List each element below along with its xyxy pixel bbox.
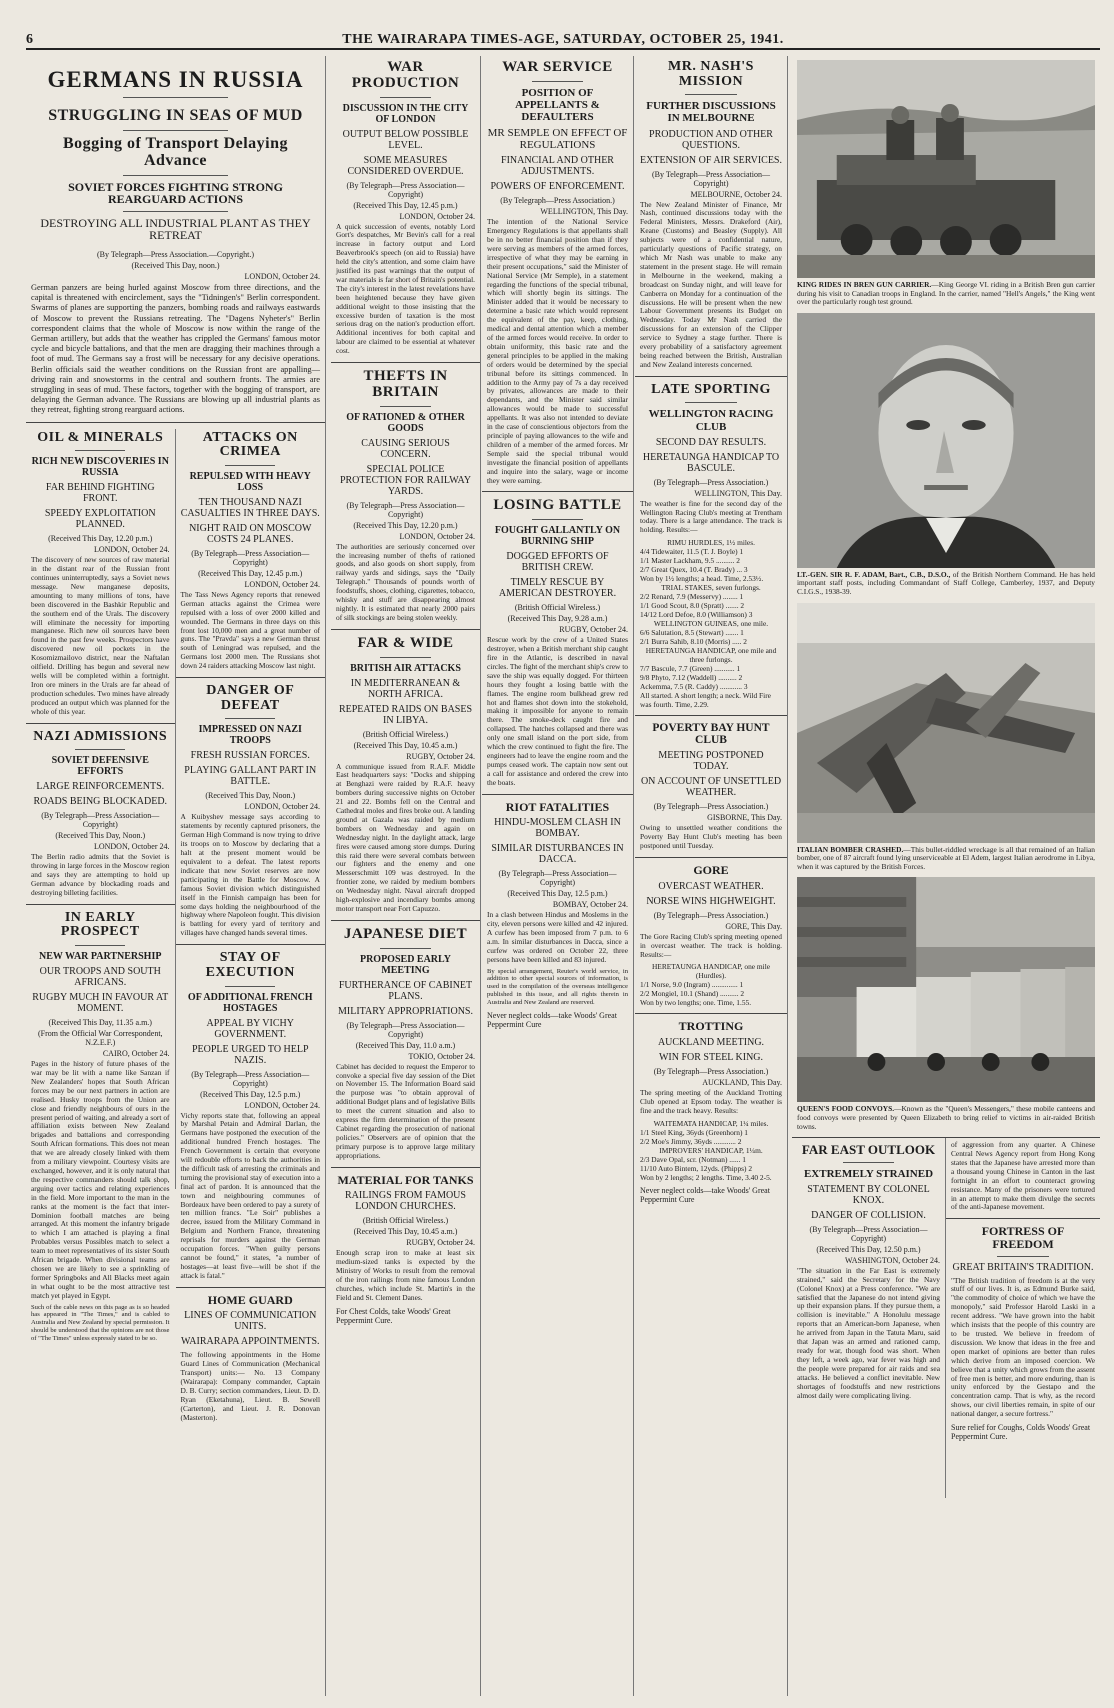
gore-sub2: NORSE WINS HIGHWEIGHT. bbox=[646, 895, 776, 907]
result-line: 2/2 Mongiel, 10.1 (Shand) .......... 2 bbox=[640, 989, 745, 999]
result-line: All started. A short length; a neck. Wild Fire was fourth. Time, 2.29. bbox=[640, 691, 771, 710]
prospect-received: (Received This Day, 11.35 a.m.) bbox=[48, 1018, 152, 1028]
execution-sub1: OF ADDITIONAL FRENCH HOSTAGES bbox=[187, 991, 313, 1014]
defeat-dateline: LONDON, October 24. bbox=[244, 802, 320, 812]
gore-credit: (By Telegraph—Press Association.) bbox=[653, 910, 769, 920]
result-line: 2/2 Renard, 7.9 (Messervy) ........ 1 bbox=[640, 592, 744, 602]
freedom-body: "The British tradition of freedom is at the very stuff of our lives. It is, as Edmund Burke said, "the commodity of choice of which we have the monopoly," said Professor Harold Laski in a recent address. "We have grown into the habit which insists that the people of this country are to be trusted. We believe in freedom of discussion. We know that ideas in the free and open market of opinions are better than rules which derive from an imposed coercion. We believe that a unity which grows from the assent of free men is better, and more enduring, than is unity enforced by the Gestapo and the concentration camp. That is why, as the record shows, our civil liberties remain, in spite of our national danger, a secure fortress." bbox=[951, 1275, 1095, 1419]
execution-credit: (By Telegraph—Press Association—Copyright) bbox=[191, 1069, 310, 1088]
warservice-sub1: POSITION OF APPELLANTS & DEFAULTERS bbox=[515, 86, 600, 123]
losing-received: (Received This Day, 9.28 a.m.) bbox=[507, 614, 608, 624]
result-line: 7/7 Bascule, 7.7 (Green) ........... 1 bbox=[640, 664, 741, 674]
japanese-dateline: TOKIO, October 24. bbox=[408, 1051, 475, 1061]
nash-sub3: EXTENSION OF AIR SERVICES. bbox=[640, 154, 782, 166]
result-line: WELLINGTON GUINEAS, one mile. bbox=[653, 619, 769, 629]
execution-received: (Received This Day, 12.5 p.m.) bbox=[200, 1089, 301, 1099]
thefts-sub3: SPECIAL POLICE PROTECTION FOR RAILWAY YARDS. bbox=[339, 463, 472, 497]
losing-dateline: RUGBY, October 24. bbox=[559, 625, 628, 635]
photo-king-caption-text: —King George VI. riding in a British Bren gun carrier during his visit to Canadian troops in England. In the carrier, named "Hell's Angels," the King went over the particularly rough test ground. bbox=[797, 280, 1095, 307]
trotting-headline: TROTTING bbox=[678, 1019, 744, 1034]
photo-adam-caption-text: of the British Northern Command. He has held important staff posts, including Commandant of Staff College, Camberley, 1937, and Deputy C.I.G.S., 1938-39. bbox=[797, 569, 1095, 596]
nash-body: The New Zealand Minister of Finance, Mr Nash, continued discussions today with the Federal Ministers, Messrs. Drakeford (Air), Keane (Customs) and Beasley (Supply). All subjects were of a confidential nature, particularly questions of Pacific strategy, on which Mr Nash was unable to make any statement in the present stage. He will remain in Melbourne in the weekend, making a broadcast on Sunday night, and will leave for Canberra on Monday for a continuation of the discussions. He will be present when the new Labour Government presents its Budget on Wednesday. Today Mr Nash carried the discussions for an extension of the Clipper service to Sydney a stage further. There is every probability of a satisfactory agreement being reached between the British, Australian and New Zealand interests concerned. bbox=[640, 199, 782, 369]
fareast-credit: (By Telegraph—Press Association—Copyright) bbox=[809, 1224, 928, 1243]
material-body: Enough scrap iron to make at least six medium-sized tanks is expected by the Ministry of Works to result from the removal of the iron railings from nine famous London churches, which include St. Martin's in the Field and St. Clement Danes. bbox=[336, 1248, 475, 1302]
nazi-headline: NAZI ADMISSIONS bbox=[33, 728, 168, 744]
gore-sub1: OVERCAST WEATHER. bbox=[658, 880, 764, 892]
warprod-dateline: LONDON, October 24. bbox=[399, 211, 475, 221]
losing-sub2: DOGGED EFFORTS OF BRITISH CREW. bbox=[506, 551, 609, 574]
defeat-received: (Received This Day, Noon.) bbox=[205, 791, 296, 801]
farwide-sub1: BRITISH AIR ATTACKS bbox=[350, 662, 461, 674]
homeguard-headline: HOME GUARD bbox=[207, 1292, 293, 1307]
sporting-sub2: SECOND DAY RESULTS. bbox=[655, 436, 767, 448]
trotting-credit: (By Telegraph—Press Association.) bbox=[653, 1067, 769, 1077]
warprod-received: (Received This Day, 12.45 p.m.) bbox=[353, 200, 458, 210]
freedom-headline: FORTRESS OF FREEDOM bbox=[981, 1224, 1065, 1251]
photo-king-bren-carrier bbox=[797, 60, 1095, 278]
material-ad: For Chest Colds, take Woods' Great Peppermint Cure. bbox=[336, 1306, 451, 1325]
warservice-credit: (By Telegraph—Press Association.) bbox=[500, 196, 615, 206]
fareast-body: "The situation in the Far East is extremely strained," said the Secretary for the Navy (Colonel Knox) at a Press conference. "We are satisfied that the Japanese do not intend giving up their expansion plans. If they pursue them, a collision is inevitable." A Honolulu message reports that an American-born Japanese, when he arrived from Japan in the Tatuta Maru, said that Japan was an armed and rationed camp, ready for war, though food was short. When they left, a week ago, war fever was high and the people were prepared for air raids and sea attacks. He believed a conflict inevitable. New shortages of foodstuffs and new restrictions almost daily were complicating living. bbox=[797, 1265, 940, 1400]
crimea-headline: ATTACKS ON CRIMEA bbox=[202, 429, 298, 460]
sporting-credit: (By Telegraph—Press Association.) bbox=[653, 477, 769, 487]
japanese-sub2: FURTHERANCE OF CABINET PLANS. bbox=[338, 979, 473, 1002]
crimea-sub2: TEN THOUSAND NAZI CASUALTIES IN THREE DAYS. bbox=[180, 496, 320, 519]
prospect-sub3: RUGBY MUCH IN FAVOUR AT MOMENT. bbox=[32, 992, 169, 1015]
riot-ad: Never neglect colds—take Woods' Great Peppermint Cure bbox=[487, 1010, 617, 1029]
result-line: Ackemma, 7.5 (R. Caddy) ............ 3 bbox=[640, 682, 748, 692]
nazi-sub2: LARGE REINFORCEMENTS. bbox=[36, 781, 165, 793]
germans-credit: (By Telegraph—Press Association.—Copyright.) bbox=[96, 249, 255, 259]
warprod-sub2: OUTPUT BELOW POSSIBLE LEVEL. bbox=[342, 128, 469, 151]
nash-dateline: MELBOURNE, October 24. bbox=[690, 189, 782, 199]
germans-sub2: Bogging of Transport Delaying Advance bbox=[62, 134, 289, 169]
nazi-dateline: LONDON, October 24. bbox=[93, 842, 170, 852]
result-line: 6/6 Salutation, 8.5 (Stewart) ....... 1 bbox=[640, 628, 744, 638]
column-oil-nazi bbox=[26, 429, 176, 1342]
poverty-headline: POVERTY BAY HUNT CLUB bbox=[652, 722, 770, 747]
result-line: 4/4 Tidewaiter, 11.5 (T. J. Boyle) 1 bbox=[640, 547, 744, 557]
thefts-dateline: LONDON, October 24. bbox=[399, 531, 475, 541]
freedom-sub1: GREAT BRITAIN'S TRADITION. bbox=[952, 1261, 1094, 1273]
trotting-results bbox=[640, 1119, 782, 1182]
result-line: 1/1 Master Lackham, 9.5 .......... 2 bbox=[640, 556, 740, 566]
japanese-headline: JAPANESE DIET bbox=[343, 925, 468, 942]
masthead bbox=[26, 26, 1100, 50]
result-line: Won by 1½ lengths; a head. Time, 2.53½. bbox=[640, 574, 764, 584]
warprod-credit: (By Telegraph—Press Association—Copyright) bbox=[346, 180, 465, 199]
result-line: IMPROVERS' HANDICAP, 1¼m. bbox=[659, 1145, 763, 1155]
farwide-received: (Received This Day, 10.45 a.m.) bbox=[353, 740, 458, 750]
oil-headline: OIL & MINERALS bbox=[37, 429, 164, 445]
prospect-credit: (From the Official War Correspondent, N.Z.E.F.) bbox=[37, 1029, 163, 1048]
sporting-dateline: WELLINGTON, This Day. bbox=[694, 488, 782, 498]
japanese-sub3: MILITARY APPROPRIATIONS. bbox=[338, 1005, 473, 1017]
material-received: (Received This Day, 10.45 a.m.) bbox=[353, 1227, 458, 1237]
defeat-sub2: FRESH RUSSIAN FORCES. bbox=[190, 750, 310, 762]
result-line: 1/1 Norse, 9.0 (Ingram) .............. 1 bbox=[640, 980, 744, 990]
material-dateline: RUGBY, October 24. bbox=[406, 1238, 475, 1248]
thefts-credit: (By Telegraph—Press Association—Copyright) bbox=[346, 500, 465, 519]
farwide-dateline: RUGBY, October 24. bbox=[406, 751, 475, 761]
sporting-sub3: HERETAUNGA HANDICAP TO BASCULE. bbox=[642, 451, 780, 474]
losing-credit: (British Official Wireless.) bbox=[514, 603, 601, 613]
photo-convoys-caption-title: QUEEN'S FOOD CONVOYS. bbox=[797, 1104, 895, 1114]
poverty-dateline: GISBORNE, This Day. bbox=[707, 813, 782, 823]
result-line: WAITEMATA HANDICAP, 1¼ miles. bbox=[653, 1118, 769, 1128]
defeat-body: A Kuibyshev message says according to statements by recently captured prisoners, the German High Command is now trying to drive its troops on to Moscow by declaring that a halt at the present moment would be equivalent to a defeat. The latest reports indicate that new Soviet reserves are now participating in the Battle for Moscow. A famous Soviet division which distinguished itself in the Finnish campaign has been for some days holding the neighbourhood of the highway where Napoleon fought. This division is battling for every yard of territory and villages have changed hands several times. bbox=[180, 812, 320, 938]
germans-headline: GERMANS IN RUSSIA bbox=[47, 67, 304, 92]
oil-sub1: RICH NEW DISCOVERIES IN RUSSIA bbox=[31, 456, 169, 479]
germans-sub4: DESTROYING ALL INDUSTRIAL PLANT AS THEY RETREAT bbox=[40, 215, 311, 243]
material-sub1: RAILINGS FROM FAMOUS LONDON CHURCHES. bbox=[345, 1190, 466, 1213]
column-war-production bbox=[331, 56, 481, 1696]
crimea-sub3: NIGHT RAID ON MOSCOW COSTS 24 PLANES. bbox=[189, 522, 312, 545]
riot-footnote: By special arrangement, Reuter's world service, in addition to other special sources of information, is used in the compilation of the overseas intelligence published in this issue, and all rights therein in Australia and New Zealand are reserved. bbox=[487, 967, 628, 1006]
germans-sub3: SOVIET FORCES FIGHTING STRONG REARGUARD ACTIONS bbox=[68, 179, 283, 207]
homeguard-sub2: WAIRARAPA APPOINTMENTS. bbox=[180, 1336, 320, 1348]
defeat-headline: DANGER OF DEFEAT bbox=[206, 683, 295, 713]
column-far-east bbox=[792, 1138, 946, 1498]
fareast-dateline: WASHINGTON, October 24. bbox=[845, 1255, 940, 1265]
losing-headline: LOSING BATTLE bbox=[493, 497, 622, 514]
homeguard-sub1: LINES OF COMMUNICATION UNITS. bbox=[184, 1310, 317, 1333]
crimea-dateline: LONDON, October 24. bbox=[244, 579, 320, 589]
result-line: 1/1 Good Scout, 8.0 (Spratt) ....... 2 bbox=[640, 601, 745, 611]
result-line: RIMU HURDLES, 1½ miles. bbox=[667, 538, 755, 548]
warservice-dateline: WELLINGTON, This Day. bbox=[540, 207, 628, 217]
warservice-sub4: POWERS OF ENFORCEMENT. bbox=[490, 181, 625, 193]
gore-headline: GORE bbox=[693, 863, 729, 878]
oil-sub2: FAR BEHIND FIGHTING FRONT. bbox=[45, 482, 155, 505]
column-crimea-defeat bbox=[176, 429, 326, 1422]
prospect-dateline: CAIRO, October 24. bbox=[102, 1049, 170, 1059]
japanese-received: (Received This Day, 11.0 a.m.) bbox=[355, 1040, 456, 1050]
nash-credit: (By Telegraph—Press Association—Copyright) bbox=[652, 169, 770, 188]
fareast-sub1: EXTREMELY STRAINED bbox=[803, 1167, 934, 1180]
warprod-body: A quick succession of events, notably Lord Gort's despatches, Mr Bevin's call for a real increase in factory output and Lord Beaverbrook's speech (on aid to Russia) have held the city's attention, and some claim have justified its past warnings that the output of war materials is far short of Britain's potential. The city's interest in the latest revelations have been heightened because they have given additional weight to those insisting that the excessive burden of taxation is the most serious drag on the nation's production effort. Additional incentives for both capital and labour are claimed to be essential at whatever cost. bbox=[336, 221, 475, 356]
fareast-sub2: STATEMENT BY COLONEL KNOX. bbox=[807, 1183, 930, 1206]
result-line: Won by two lengths; one. Time, 1.55. bbox=[640, 998, 752, 1008]
oil-body: The discovery of new sources of raw material in the distant rear of the Russian front continues uninterruptedly, says a Soviet news message. New manganese deposits, amounting to many millions of tons, have been discovered in the Bashkir Republic and the southern end of the Urals. The discovery will eliminate the necessity for importing manganese. Rich new oil sources have been found in the past few weeks. Prospectors have discovered new oil pockets in the Kosomizmailovo district, near the Naftalan oilfield. Drilling has begun and several new wells will be completed within a fortnight. Iron ore miners in the Urals are far ahead of production schedules. Two mines have already produced an output which was planned for the whole of this year. bbox=[31, 555, 170, 716]
thefts-body: The authorities are seriously concerned over the increasing number of thefts of rationed goods, and also goods on short supply, from railway yards and sidings, says the "Daily Telegraph." Thousands of pounds worth of foodstuffs, shoes, clothing, cigarettes, tobacco, whisky and stuff are disappearing almost nightly. It is estimated that nearly 2000 pairs of silk stockings are being stolen weekly. bbox=[336, 541, 475, 622]
fareast-continued: of aggression from any quarter. A Chinese Central News Agency report from Hong Kong states that the Japanese have arrested more than a thousand young Chinese in Canton in the last fortnight in an effort to counteract growing resistance. Many of the prisoners were tortured in an attempt to make them divulge the secrets of the anti-Japanese movement. bbox=[951, 1140, 1095, 1212]
result-line: 2/1 Burra Sahib, 8.10 (Morris) ..... 2 bbox=[640, 637, 747, 647]
warservice-body: The intention of the National Service Emergency Regulations is that appellants shall be in no better financial position than if they were serving as members of the armed forces, irrespective of what they may be earning in their present occupations," said the Minister of National Service (Mr Semple), in a statement regarding the functions of the special tribunal, which will shortly begin its sittings. The Minister added that it would be necessary to determine a basic rate which would represent the equivalent of the pay, keep, clothing, medical and dental attention which a member of the armed forces would receive. In order to obtain uniformity, this basic rate and the general principles to be applied in the making of orders would be determined by the special tribunal before its sittings commenced. In addition to the Army pay of 7s a day received by privates, allowances are made to their dependants, and the Minister said similar allowances would be made to successful appellants. It was also not intended to deviate in the case of conscientious objectors from the principle of paying allowances to the wife and children of a member of the armed forces. Mr Semple said the special tribunal would investigate the financial position of appellants and inquire into the salary, wage or income they were earning. bbox=[487, 217, 628, 485]
execution-sub2: APPEAL BY VICHY GOVERNMENT. bbox=[206, 1017, 294, 1040]
column-freedom bbox=[946, 1138, 1100, 1498]
poverty-sub1: MEETING POSTPONED TODAY. bbox=[658, 750, 764, 773]
photo-king-caption bbox=[797, 281, 1095, 307]
germans-body: German panzers are being hurled against Moscow from three directions, and the capital is threatened with encirclement, says the "Tidningen's" Berlin correspondent. Swarms of planes are supporting the panzers, bombing roads and railways eastwards of Moscow to prevent the Russians retreating. The "Dagens Nyheter's" Berlin correspondent claims that the whole of Moscow is now within the range of the German artillery, but adds that the weather has crippled the Germans' famous motor cycle and bicycle battalions, and that the men are dragging their machines through a foot of mud. The Germans say a frost will be necessary for any decisive operations. Berlin officials said the weather conditions on the Russian front are appalling—driving rain and snowstorms in the central and southern fronts. The armies are struggling in seas of mud. These factors, together with the bogging of transport, are delaying the German advance. The Russians are blowing up all industrial plants as they retreat, fighting strong rearguard actions. bbox=[31, 282, 320, 415]
nazi-credit: (By Telegraph—Press Association—Copyright) bbox=[41, 811, 160, 830]
prospect-footnote: Such of the cable news on this page as is so headed has appeared in "The Times," and is cabled to Australia and New Zealand by special permission. It should be understood that the opinions are not those of "The Times" unless expressly stated to be so. bbox=[31, 1303, 170, 1342]
prospect-sub2: OUR TROOPS AND SOUTH AFRICANS. bbox=[39, 966, 161, 989]
column-photos bbox=[792, 56, 1100, 1696]
nash-headline: MR. NASH'S MISSION bbox=[668, 59, 754, 89]
crimea-credit: (By Telegraph—Press Association—Copyright) bbox=[191, 548, 310, 567]
farwide-sub3: REPEATED RAIDS ON BASES IN LIBYA. bbox=[338, 703, 473, 726]
execution-dateline: LONDON, October 24. bbox=[244, 1100, 320, 1110]
result-line: 2/3 Dave Opal, scr. (Notman) ...... 1 bbox=[640, 1154, 746, 1164]
defeat-sub1: IMPRESSED ON NAZI TROOPS bbox=[198, 724, 302, 747]
losing-sub1: FOUGHT GALLANTLY ON BURNING SHIP bbox=[494, 525, 621, 548]
column-nash bbox=[635, 56, 788, 1696]
germans-sub1: STRUGGLING IN SEAS OF MUD bbox=[48, 107, 303, 125]
sporting-results bbox=[640, 538, 782, 709]
fareast-received: (Received This Day, 12.50 p.m.) bbox=[816, 1244, 921, 1254]
riot-sub1: HINDU-MOSLEM CLASH IN BOMBAY. bbox=[494, 817, 621, 840]
japanese-sub1: PROPOSED EARLY MEETING bbox=[359, 953, 452, 976]
warservice-sub2: MR SEMPLE ON EFFECT OF REGULATIONS bbox=[487, 127, 628, 152]
thefts-received: (Received This Day, 12.20 p.m.) bbox=[353, 520, 458, 530]
nazi-sub3: ROADS BEING BLOCKADED. bbox=[33, 796, 168, 808]
photo-king-caption-title: KING RIDES IN BREN GUN CARRIER. bbox=[797, 280, 932, 289]
japanese-body: Cabinet has decided to request the Emperor to convoke a special five day session of the Diet on November 15. The Information Board said the purpose was "to obtain approval of additional Budget plans and of legislative Bills to meet the current situation and also to express the firm determination of the present Cabinet regarding the prosecution of national policies." Observers are of opinion that the primary purpose is to approve large military appropriations. bbox=[336, 1061, 475, 1160]
germans-dateline: LONDON, October 24. bbox=[244, 271, 320, 281]
page-number: 6 bbox=[26, 32, 33, 47]
defeat-sub3: PLAYING GALLANT PART IN BATTLE. bbox=[184, 765, 317, 788]
result-line: Won by 2 lengths; 2 lengths. Time, 3.40 2-5. bbox=[640, 1172, 772, 1182]
losing-sub3: TIMELY RESCUE BY AMERICAN DESTROYER. bbox=[498, 577, 617, 600]
gore-results bbox=[640, 962, 782, 1007]
sporting-headline: LATE SPORTING bbox=[651, 381, 771, 397]
photo-bomber-caption bbox=[797, 846, 1095, 872]
execution-body: Vichy reports state that, following an appeal by Marshal Petain and Admiral Darlan, the Germans have postponed the execution of the additional hundred French hostages. The French Government is certain that everyone will redouble efforts to back the authorities in the difficult task of arresting the criminals and turning the provisional stay of execution into a final act of pardon. It is announced that the town and neighbouring communes of Bordeaux have been ordered to pay a surety of ten million francs. "Le Soir" publishes a decree, issued from the Military Command in Belgium and Northern France, threatening reprisals for murders against the German occupation forces. "When guilty persons cannot be found," it states, "a number of hostages—at least five—will be shot if the attack is fatal." bbox=[180, 1110, 320, 1280]
farwide-body: A communique issued from R.A.F. Middle East headquarters says: "Docks and shipping at Benghazi were raided by R.A.F. heavy bombers during successive nights on October 21 and 22. Bombs fell on the Central and Cathedral moles and fires broke out. A landing ground at Gazala was raided by medium bombers on Wednesday and again on Wednesday night. In the daylight attack, large fires were caused among store dumps. During this raid there were several combats between our fighters and the enemy and one Messerschmitt 109 was destroyed. In the frontier zone, we raided by medium bombers on Wednesday night. Naval aircraft dropped high-explosive and incendiary bombs among motor transport near Fort Capuzzo. bbox=[336, 761, 475, 913]
oil-received: (Received This Day, 12.20 p.m.) bbox=[48, 534, 153, 544]
crimea-sub1: REPULSED WITH HEAVY LOSS bbox=[189, 470, 311, 493]
thefts-sub1: OF RATIONED & OTHER GOODS bbox=[346, 411, 465, 434]
photo-bomber-caption-text: —This bullet-riddled wreckage is all that remained of an Italian bomber, one of 87 aircraft found lying unserviceable at El Adem, largest Italian aerodrome in Libya, when it was captured by the British Forces. bbox=[797, 844, 1095, 871]
poverty-sub2: ON ACCOUNT OF UNSETTLED WEATHER. bbox=[640, 776, 782, 799]
sporting-body: The weather is fine for the second day of the Wellington Racing Club's meeting at Trentham today. There is a large attendance. The track is holding. Results:— bbox=[640, 498, 782, 535]
riot-body: In a clash between Hindus and Moslems in the city, eleven persons were killed and 42 injured. A curfew has been imposed from 7 p.m. to 6 a.m. In similar disturbances in Dacca, since a curfew was ordered on October 22, three persons have been killed and 83 injured. bbox=[487, 910, 628, 964]
crimea-received: (Received This Day, 12.45 p.m.) bbox=[198, 568, 303, 578]
photo-adam-caption bbox=[797, 571, 1095, 597]
column-germans bbox=[26, 56, 326, 1696]
column-war-service bbox=[482, 56, 634, 1696]
oil-dateline: LONDON, October 24. bbox=[93, 545, 170, 555]
losing-body: Rescue work by the crew of a United States destroyer, when a British merchant ship caught fire in the Atlantic, is described in naval circles. The fight of the merchant ship's crew to save the ship was equally dogged. For thirteen hours they fought a losing battle with the flames. The engine room bulkhead grew red hot and flames shot down into the stokehold, making it impossible for anyone to remain there. The smoke-deck caught fire and collapsed. The hatches collapsed and there was only one small island on the port side, from which the crew continued to fight the fire. The engineers had to leave the engine room and the pumps ceased work. The captain now sent out a call for assistance and ordered the crew into the boats. bbox=[487, 635, 628, 787]
result-line: 11/10 Auto Bintem, 12yds. (Phipps) 2 bbox=[640, 1163, 753, 1173]
photo-italian-bomber bbox=[797, 603, 1095, 843]
material-headline: MATERIAL FOR TANKS bbox=[337, 1172, 474, 1187]
result-line: 14/12 Lord Defoe, 8.0 (Williamson) 3 bbox=[640, 610, 753, 620]
warprod-headline: WAR PRODUCTION bbox=[351, 59, 460, 91]
gore-body: The Gore Racing Club's spring meeting opened in overcast weather. The track is holding. Results:— bbox=[640, 931, 782, 959]
photo-adam-caption-title: LT.-GEN. SIR R. F. ADAM, Bart., C.B., D.S.O., bbox=[797, 569, 951, 579]
result-line: 9/8 Phyto, 7.12 (Waddell) .......... 2 bbox=[640, 673, 743, 683]
riot-sub2: SIMILAR DISTURBANCES IN DACCA. bbox=[491, 843, 624, 866]
photo-convoys-caption-text: —Known as the "Queen's Messengers," these mobile canteens and food convoys were presented by Queen Elizabeth to bring relief to victims in air-raided British towns. bbox=[797, 1104, 1095, 1131]
germans-received: (Received This Day, noon.) bbox=[131, 260, 220, 270]
nash-sub1: FURTHER DISCUSSIONS IN MELBOURNE bbox=[646, 100, 776, 125]
trotting-dateline: AUCKLAND, This Day. bbox=[702, 1078, 782, 1088]
warservice-sub3: FINANCIAL AND OTHER ADJUSTMENTS. bbox=[501, 155, 614, 178]
prospect-headline: IN EARLY PROSPECT bbox=[60, 909, 140, 940]
oil-sub3: SPEEDY EXPLOITATION PLANNED. bbox=[44, 508, 156, 531]
nash-sub2: PRODUCTION AND OTHER QUESTIONS. bbox=[649, 128, 773, 151]
poverty-credit: (By Telegraph—Press Association.) bbox=[653, 802, 769, 812]
prospect-body: Pages in the history of future phases of the war may be lit with a name like Sanzan if New Zealanders' hopes that South African forces may be our next partners in action are realised. Husky troops from the Union are close and friendly neighbours of ours in the present period of waiting, and already a sort of affiliation exists between New Zealand brigades and battalions and corresponding South African formations. This does not mean that we are already closely linked with them from a military viewpoint. Courtesy visits are exchanged, however, and it is only natural that the respective commanders should talk shop, arguing over tactics and relating experiences in the field. More important to the man in the ranks at the moment is the fact that inter-Dominion football matches are being arranged. At this moment the infantry brigade to which I am attached is playing a final Probables versus Possibles match to select a team to meet representatives of its sister South African brigade. When divisional teams are chosen we are likely to see a sprinkling of former Springboks and All Blacks meet again in what ought to be the most attractive test match yet played in Egypt. bbox=[31, 1059, 170, 1300]
riot-dateline: BOMBAY, October 24. bbox=[552, 900, 628, 910]
execution-headline: STAY OF EXECUTION bbox=[205, 950, 295, 980]
farwide-credit: (British Official Wireless.) bbox=[362, 729, 449, 739]
fareast-sub3: DANGER OF COLLISION. bbox=[811, 1209, 926, 1221]
result-line: 2/2 Moe's Jimmy, 36yds ............ 2 bbox=[640, 1136, 742, 1146]
farwide-headline: FAR & WIDE bbox=[357, 634, 454, 651]
result-line: TRIAL STAKES, seven furlongs. bbox=[661, 583, 761, 593]
riot-received: (Received This Day, 12.5 p.m.) bbox=[507, 889, 608, 899]
newspaper-title: THE WAIRARAPA TIMES-AGE, SATURDAY, OCTOBER 25, 1941. bbox=[342, 32, 784, 47]
homeguard-body: The following appointments in the Home Guard Lines of Communication (Mechanical Transport) units:— No. 13 Company (Wairarapa): Company commander, Captain D. B. Curry; section commanders, Lieut. D. D. Ryan (Eketahuna), Lieut. B. Sewell (Carterton), and Lieut. J. R. Donovan (Masterton). bbox=[180, 1350, 320, 1422]
result-line: 1/1 Steel King, 36yds (Greenhorn) 1 bbox=[640, 1127, 748, 1137]
warprod-sub3: SOME MEASURES CONSIDERED OVERDUE. bbox=[347, 154, 464, 177]
crimea-body: The Tass News Agency reports that renewed German attacks against the Crimea were repulsed with a loss of over 2000 killed and wounded. The Germans in three days on this front lost 10,000 men and a great number of guns. The "Pravda" says a new German thrust south of Leningrad was repulsed, and the Germans lost 2000 men. The Russians shot down 24 raiders attacking Moscow last night. bbox=[180, 589, 320, 671]
poverty-body: Owing to unsettled weather conditions the Poverty Bay Hunt Club's meeting has been postponed until Tuesday. bbox=[640, 823, 782, 851]
nazi-received: (Received This Day, Noon.) bbox=[55, 831, 146, 841]
prospect-sub1: NEW WAR PARTNERSHIP bbox=[39, 951, 162, 963]
freedom-ad: Sure relief for Coughs, Colds Woods' Great Peppermint Cure. bbox=[951, 1423, 1091, 1442]
nazi-body: The Berlin radio admits that the Soviet is throwing in large forces in the Moscow region and says they are attempting to hold up German advance by blockading roads and destroying billeting facilities. bbox=[31, 852, 170, 897]
japanese-credit: (By Telegraph—Press Association—Copyright) bbox=[346, 1020, 465, 1039]
photo-queens-convoys bbox=[797, 877, 1095, 1102]
warservice-headline: WAR SERVICE bbox=[502, 59, 613, 75]
result-line: HERETAUNGA HANDICAP, one mile and three furlongs. bbox=[645, 646, 777, 665]
riot-headline: RIOT FATALITIES bbox=[505, 799, 610, 814]
trotting-ad: Never neglect colds—take Woods' Great Peppermint Cure bbox=[640, 1185, 770, 1204]
riot-credit: (By Telegraph—Press Association—Copyright) bbox=[498, 869, 617, 888]
trotting-sub1: AUCKLAND MEETING. bbox=[657, 1037, 765, 1049]
gore-dateline: GORE, This Day. bbox=[725, 921, 782, 931]
nazi-sub1: SOVIET DEFENSIVE EFFORTS bbox=[51, 755, 149, 778]
trotting-body: The spring meeting of the Auckland Trotting Club opened at Epsom today. The weather is fine and the track heavy. Results: bbox=[640, 1088, 782, 1115]
execution-sub3: PEOPLE URGED TO HELP NAZIS. bbox=[191, 1043, 309, 1066]
result-line: HERETAUNGA HANDICAP, one mile (Hurdles). bbox=[651, 962, 771, 981]
result-line: 2/7 Great Quex, 10.4 (T. Brady) ... 3 bbox=[640, 565, 748, 575]
photo-bomber-caption-title: ITALIAN BOMBER CRASHED. bbox=[797, 844, 904, 854]
sporting-sub1: WELLINGTON RACING CLUB bbox=[648, 408, 774, 433]
photo-general-adam bbox=[797, 313, 1095, 568]
trotting-sub2: WIN FOR STEEL KING. bbox=[658, 1052, 764, 1064]
fareast-headline: FAR EAST OUTLOOK bbox=[801, 1142, 936, 1158]
photo-convoys-caption bbox=[797, 1105, 1095, 1131]
thefts-headline: THEFTS IN BRITAIN bbox=[363, 368, 448, 400]
farwide-sub2: IN MEDITERRANEAN & NORTH AFRICA. bbox=[350, 677, 461, 700]
warprod-sub1: DISCUSSION IN THE CITY OF LONDON bbox=[342, 102, 469, 125]
thefts-sub2: CAUSING SERIOUS CONCERN. bbox=[361, 437, 450, 460]
material-credit: (British Official Wireless.) bbox=[362, 1216, 449, 1226]
